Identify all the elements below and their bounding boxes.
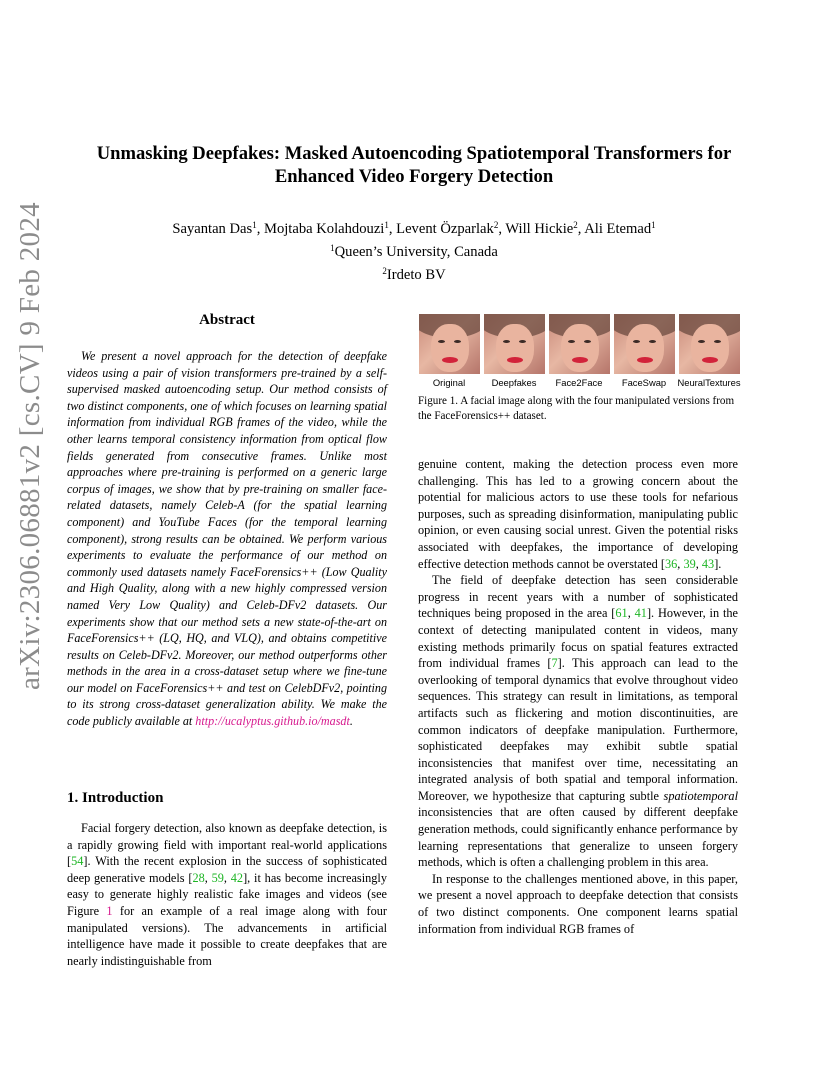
section-heading-introduction: 1. Introduction bbox=[67, 790, 164, 806]
code-link[interactable]: http://ucalyptus.github.io/masdt bbox=[195, 714, 350, 729]
intro-text: Facial forgery detection, also known as deepfake detection, is a rapidly growing field with important real-world applications [ bbox=[67, 821, 387, 869]
abstract-body: We present a novel approach for the detection of deepfake videos using a pair of vision transformers pre-trained by a self-supervised masked autoencoding setup. Our method consists of two distinct components, one of which focuses on learning spatial information from individual RGB frames of the video, while the other learns temporal consistency information from optical flow fields generated from consecutive frames. Unlike most approaches where pre-training is performed on a generic large corpus of images, we show that by pre-training on smaller face-related datasets, namely Celeb-A (for the spatial learning component) and YouTube Faces (for the temporal learning component), strong results can be obtained. We perform various experiments to evaluate the performance of our method on commonly used datasets namely FaceForensics++ (Low Quality and High Quality, along with a new highly compressed version named Very Low Quality) and Celeb-DFv2 datasets. Our experiments show that our method sets a new state-of-the-art on FaceForensics++ (LQ, HQ, and VLQ), and obtains competitive results on Celeb-DFv2. Moreover, our method outperforms other methods in the area in a cross-dataset setup where we fine-tune our model on FaceForensics++ and test on CelebDFv2, pointing to its strong cross-dataset generalization ability. We make the code publicly available at http://ucalyptus.github.io/masdt. bbox=[67, 349, 387, 729]
figure-reference-link[interactable]: 1 bbox=[106, 903, 113, 918]
author-name: Ali Etemad bbox=[584, 221, 652, 237]
face-image bbox=[614, 314, 675, 374]
face-image-row bbox=[418, 314, 740, 388]
face-label: FaceSwap bbox=[621, 377, 667, 388]
title-line-1: Unmasking Deepfakes: Masked Autoencoding Spatiotemporal Transformers for bbox=[96, 143, 732, 164]
citation-link[interactable]: 28 bbox=[192, 870, 205, 885]
face-image bbox=[484, 314, 545, 374]
figure-caption: Figure 1. A facial image along with the four manipulated versions from the FaceForensics++ dataset. bbox=[418, 395, 735, 422]
face-label: Face2Face bbox=[555, 377, 603, 388]
introduction-left-column: Facial forgery detection, also known as deepfake detection, is a rapidly growing field with important real-world applications [54]. With the recent explosion in the success of sophisticated deep generative models [28, 59, 42], it has become increasingly easy to generate highly realistic fake images and videos (see Figure 1 for an example of a real image along with four manipulated versions). The advancements in artificial intelligence have made it possible to create deepfakes that are nearly indistinguishable from bbox=[67, 821, 387, 968]
citation-link[interactable]: 61 bbox=[615, 606, 628, 621]
face-label: Deepfakes bbox=[491, 377, 537, 388]
author-name: Mojtaba Kolahdouzi bbox=[263, 221, 385, 237]
author-list: Sayantan Das$^1$, Mojtaba Kolahdouzi$^1$, Levent Özparlak$^2$, Will Hickie$^2$, Ali Etemad$^1$ bbox=[172, 220, 656, 237]
face-face2face bbox=[548, 314, 610, 388]
intro-text: ], it has become increasingly easy to generate highly realistic fake images and videos (see Figure bbox=[67, 870, 387, 918]
citation-link[interactable]: 59 bbox=[211, 870, 224, 885]
affiliation-name: Irdeto BV bbox=[386, 267, 446, 283]
citation-link[interactable]: 42 bbox=[230, 870, 244, 885]
citation-link[interactable]: 43 bbox=[701, 556, 715, 571]
abstract-text: We present a novel approach for the detection of deepfake videos using a pair of vision transformers pre-trained by a self-supervised masked autoencoding setup. Our method consists of two distinct components, one of which focuses on learning spatial information from individual RGB frames of the video, while the other learns temporal consistency information from optical flow fields generated from consecutive frames. Unlike most approaches where pre-training is performed on a generic large corpus of images, we show that by pre-training on smaller face-related datasets, namely Celeb-A (for the spatial learning component) and YouTube Faces (for the temporal learning component), strong results can be obtained. We perform various experiments to evaluate the performance of our method on commonly used datasets namely FaceForensics++ (Low Quality and High Quality, along with a new highly compressed version named Very Low Quality) and Celeb-DFv2 datasets. Our experiments show that our method sets a new state-of-the-art on FaceForensics++ (LQ, HQ, and VLQ), and obtains competitive results on Celeb-DFv2. Moreover, our method outperforms other methods in the area in a cross-dataset setup where we fine-tune our model on FaceForensics++ and test on CelebDFv2, pointing to its strong cross-dataset generalization ability. We make the code publicly available at bbox=[67, 349, 387, 729]
affiliation-mark: 2 bbox=[573, 220, 578, 230]
intro-text: In response to the challenges mentioned above, in this paper, we present a novel approach to deepfake detection that consists of two distinct components. One component learns spatial information from individual RGB frames of bbox=[418, 871, 738, 936]
face-label: NeuralTextures bbox=[677, 377, 741, 388]
citation-link[interactable]: 41 bbox=[634, 606, 647, 621]
affiliation-mark: 1 bbox=[651, 220, 656, 230]
abstract-heading: Abstract bbox=[199, 312, 255, 328]
citation-link[interactable]: 7 bbox=[551, 656, 558, 671]
intro-text: ]. bbox=[714, 556, 722, 571]
author-name: Will Hickie bbox=[505, 221, 574, 237]
face-image bbox=[419, 314, 480, 374]
face-original bbox=[418, 314, 480, 388]
affiliation-mark: 1 bbox=[252, 220, 257, 230]
intro-text: ]. However, in the context of detecting manipulated content in videos, many existing methods primarily focus on spatial features extracted from individual frames [ bbox=[418, 606, 738, 671]
intro-text: for an example of a real image along with four manipulated versions). The advancements in artificial intelligence have made it possible to create deepfakes that are nearly indistinguishable from bbox=[67, 903, 387, 968]
affiliation-mark: 1 bbox=[330, 243, 335, 253]
affiliation-name: Queen’s University, Canada bbox=[334, 244, 498, 260]
introduction-right-column: genuine content, making the detection process even more challenging. This has led to a growing concern about the potential for malicious actors to use these tools for nefarious purposes, such as spreading disinformation, manipulating public opinion, or even causing social unrest. Given the potential risks associated with deepfakes, the importance of developing effective detection methods cannot be overstated [36, 39, 43]. The field of deepfake detection has seen considerable progress in recent years with a number of sophisticated techniques being proposed in the area [61, 41]. However, in the context of detecting manipulated content in videos, many existing methods primarily focus on spatial features extracted from individual frames [7]. This approach can lead to the overlooking of temporal dynamics that evolve throughout video sequences. This strategy can result in limitations, as temporal artifacts such as flickering and motion discontinuities, are common indicators of deepfake manipulation. Furthermore, sophisticated deepfakes may exhibit subtle spatial inconsistencies that manifest over time, necessitating an integrated analysis of both spatial and temporal information. Moreover, we hypothesize that capturing subtle spatiotemporal inconsistencies that are often caused by different deepfake generation methods, could significantly enhance performance by learning representations that generalize to unseen forgery methods, which is often a challenging problem in this area. In response to the challenges mentioned above, in this paper, we present a novel approach to deepfake detection that consists of two distinct components. One component learns spatial information from individual RGB frames of bbox=[418, 457, 739, 936]
affiliation-1 bbox=[60, 239, 768, 262]
title-line-2: Enhanced Video Forgery Detection bbox=[274, 166, 554, 187]
citation-link[interactable]: 54 bbox=[71, 854, 84, 869]
figure-1 bbox=[418, 314, 740, 424]
affiliation-2 bbox=[60, 262, 768, 285]
citation-link[interactable]: 36 bbox=[664, 556, 678, 571]
face-deepfakes bbox=[483, 314, 545, 388]
intro-text: ]. With the recent explosion in the success of sophisticated deep generative models [ bbox=[67, 854, 387, 885]
intro-text: inconsistencies that are often caused by different deepfake generation methods, could significantly enhance performance by learning representations that generalize to unseen forgery methods, which is often a challenging problem in this area. bbox=[418, 805, 738, 870]
author-block bbox=[60, 216, 768, 285]
affiliation-mark: 1 bbox=[384, 220, 389, 230]
affiliation-mark: 2 bbox=[493, 220, 499, 230]
face-neuraltextures bbox=[678, 314, 740, 388]
face-image bbox=[679, 314, 740, 374]
face-image bbox=[549, 314, 610, 374]
paper-title bbox=[60, 142, 768, 188]
intro-text: The field of deepfake detection has seen considerable progress in recent years with a number of sophisticated techniques being proposed in the area [ bbox=[418, 573, 738, 621]
intro-text: genuine content, making the detection process even more challenging. This has led to a growing concern about the potential for malicious actors to use these tools for nefarious purposes, such as spreading disinformation, manipulating public opinion, or even causing social unrest. Given the potential risks associated with deepfakes, the importance of developing effective detection methods cannot be overstated [ bbox=[418, 457, 738, 571]
affiliation-mark: 2 bbox=[382, 266, 387, 276]
citation-link[interactable]: 39 bbox=[683, 556, 696, 571]
author-name: Sayantan Das bbox=[172, 221, 253, 237]
arxiv-side-stamp: arXiv:2306.06881v2 [cs.CV] 9 Feb 2024 bbox=[14, 202, 46, 690]
emphasis-text: spatiotemporal bbox=[663, 788, 738, 803]
face-label: Original bbox=[432, 377, 466, 388]
author-name: Levent Özparlak bbox=[396, 221, 494, 237]
face-faceswap bbox=[613, 314, 675, 388]
intro-text: ]. This approach can lead to the overlooking of temporal dynamics that evolve throughout video sequences. This strategy can result in limitations, as temporal artifacts such as flickering and motion discontinuities, are common indicators of deepfake manipulation. Furthermore, sophisticated deepfakes may exhibit subtle spatial inconsistencies that manifest over time, necessitating an integrated analysis of both spatial and temporal information. Moreover, we hypothesize that capturing subtle bbox=[418, 656, 739, 803]
